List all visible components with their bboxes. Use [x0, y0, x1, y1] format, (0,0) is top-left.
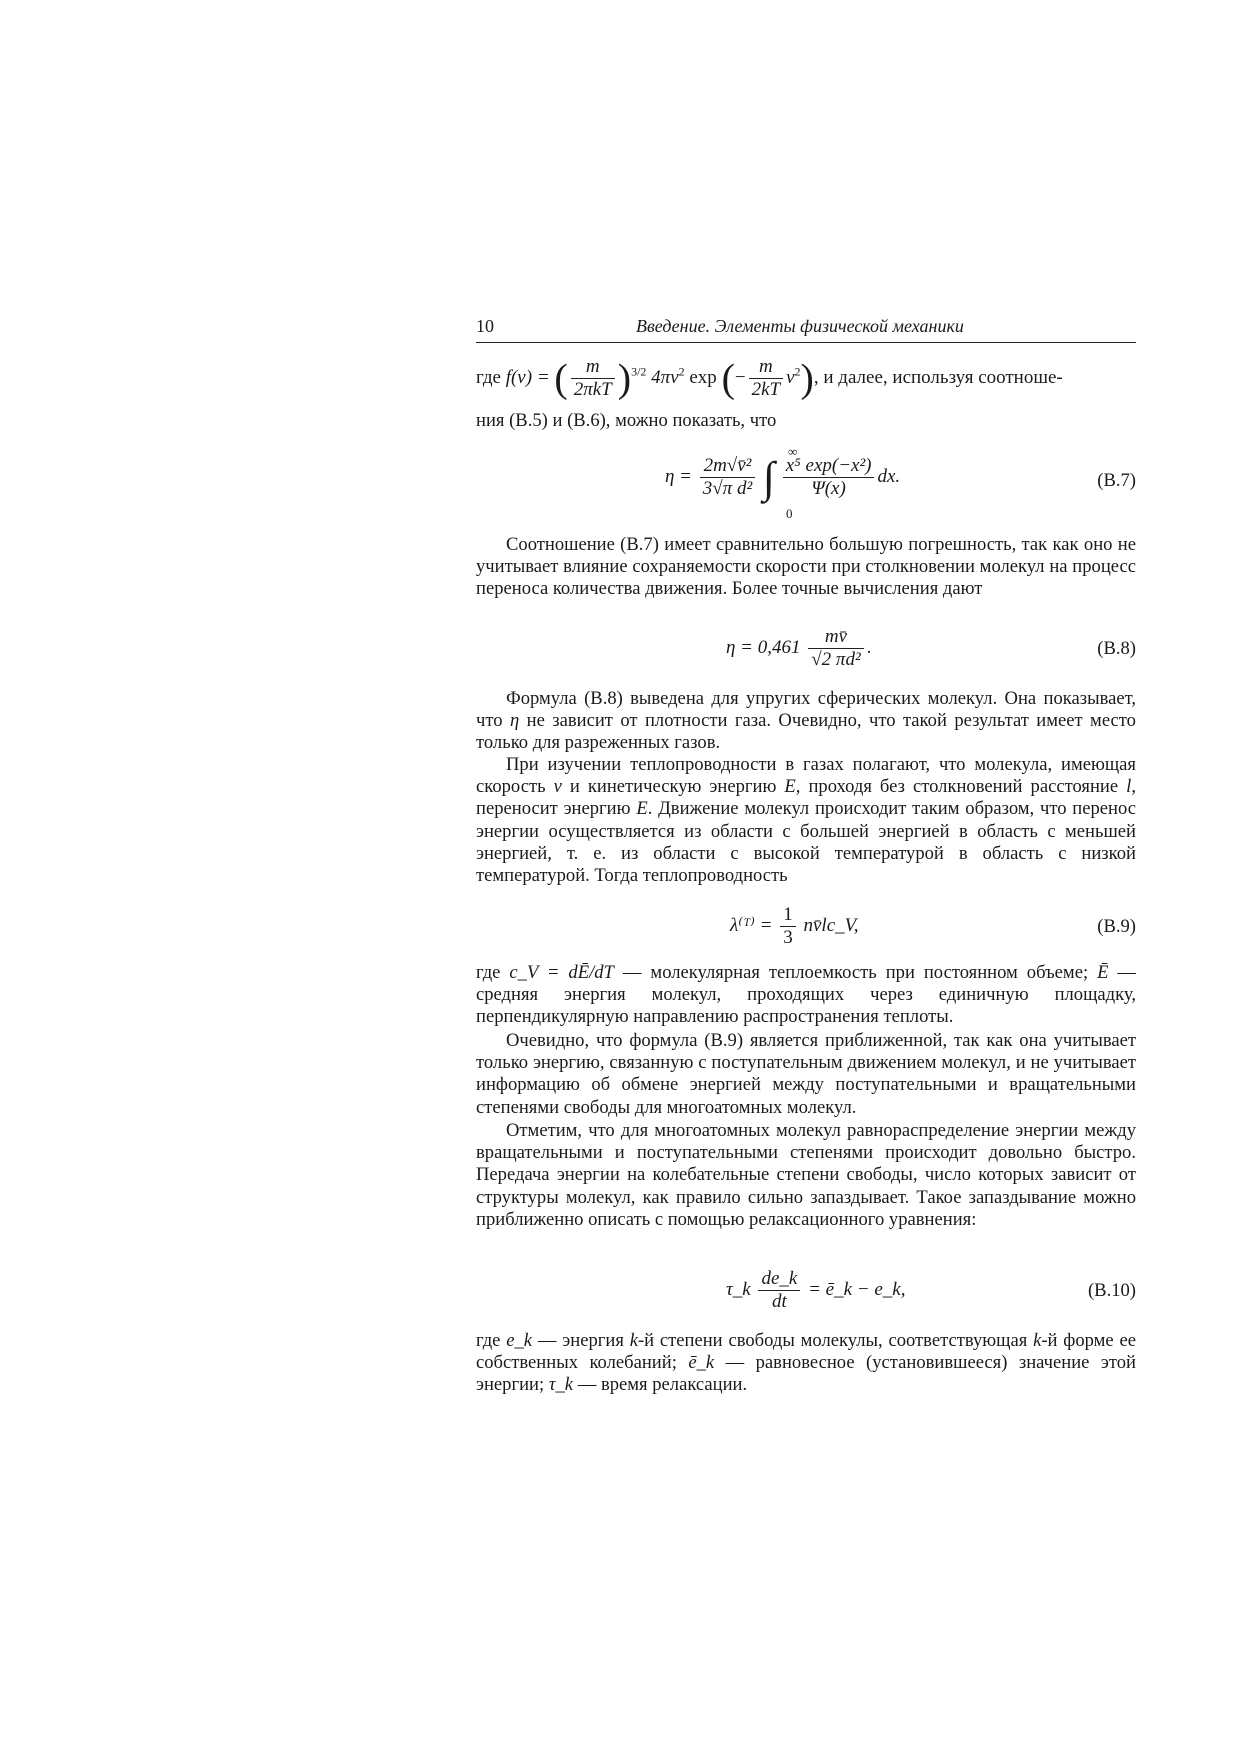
- text-fragment: не зависит от плотности газа. Очевидно, что такой результат имеет место только для разреженных газов.: [476, 710, 1136, 754]
- paragraph-6: Очевидно, что формула (В.9) является приближенной, так как она учитывает только энергию, связанную с поступательным движением молекул, и не учитывает информацию об обмене энергией между поступательными и вращательными степенями свободы для многоатомных молекул.: [476, 1030, 1136, 1118]
- exponent: 2: [678, 364, 685, 379]
- text-fragment: где: [476, 962, 501, 983]
- minus-sign: −: [734, 366, 746, 388]
- paren-right: ): [617, 355, 632, 401]
- frac-num: 2m√v̄²: [700, 455, 755, 478]
- frac-num: m: [749, 356, 784, 379]
- equation-b9: [730, 904, 859, 949]
- frac-den: 3√π d²: [702, 478, 753, 499]
- integral-upper-limit: ∞: [788, 444, 798, 459]
- math-E: E: [784, 776, 796, 798]
- paragraph-2: Соотношение (В.7) имеет сравнительно большую погрешность, так как оно не учитывает влияние сохраняемости скорости при столкновении молекул на процесс переноса количества движения. Более точные вычисления дают: [476, 534, 1136, 600]
- paragraph-1-line2: ния (В.5) и (В.6), можно показать, что: [476, 410, 777, 431]
- running-title: Введение. Элементы физической механики: [636, 316, 964, 336]
- paragraph-5: [476, 962, 1136, 1029]
- fraction: [780, 904, 796, 949]
- equation-number-b9: (В.9): [1097, 916, 1136, 937]
- text-fragment: — равновесное (установившееся) значение этой энергии;: [476, 1352, 1136, 1396]
- math-v: v: [786, 366, 795, 388]
- paren-left: (: [554, 355, 568, 401]
- text-fragment: — молекулярная теплоемкость при постоянном объеме;: [622, 962, 1089, 983]
- eq-lhs: τ_k: [726, 1278, 751, 1300]
- text-fragment: — средняя энергия молекул, проходящих через единичную площадку, перпендикулярную направлению распространения теплоты.: [476, 962, 1137, 1028]
- text-fragment: и кинетическую энергию: [569, 776, 777, 798]
- punct: .: [866, 636, 872, 658]
- equation-number-b10: (В.10): [1087, 1280, 1136, 1301]
- differential: dx.: [877, 465, 901, 487]
- paren-left: (: [721, 355, 735, 401]
- frac-den: 2kT: [751, 379, 781, 400]
- equation-b7: [665, 452, 900, 503]
- math-Ebar: Ē: [1097, 962, 1109, 983]
- text-fragment: -й степени свободы молекулы, соответствующая: [637, 1330, 1028, 1351]
- equation-number-b7: (В.7): [1097, 470, 1136, 491]
- text-fragment: , и далее, используя соотноше-: [813, 366, 1063, 388]
- equation-b10: [726, 1268, 905, 1313]
- math-eta: η: [509, 710, 520, 732]
- math-l: l: [1126, 776, 1132, 798]
- math-E: E: [636, 798, 648, 820]
- text-fragment: . Движение молекул происходит таким образом, что перенос энергии осуществляется из области с большей энергией в область с меньшей энергией, т. е. из области с высокой температурой в область с низкой температурой. Тогда теплопроводность: [476, 798, 1137, 887]
- frac-num: x⁵ exp(−x²): [783, 455, 875, 478]
- eq-rhs: nv̄lc_V,: [803, 914, 859, 936]
- equation-b8: [726, 626, 871, 671]
- page-number: 10: [476, 316, 494, 336]
- frac-den: √2 πd²: [811, 649, 861, 670]
- integral-sign: ∫: [762, 453, 775, 502]
- text-fragment: где: [476, 366, 501, 388]
- frac-den: dt: [772, 1291, 787, 1312]
- fv-definition-line: [476, 356, 1063, 401]
- math-k: k: [629, 1330, 638, 1351]
- exponent: 2: [794, 364, 801, 379]
- eq-lhs: η =: [665, 465, 692, 487]
- exponent: 3/2: [631, 364, 647, 379]
- frac-den: 2πkT: [573, 379, 612, 400]
- frac-num: m: [571, 356, 615, 379]
- paragraph-4: [476, 754, 1136, 887]
- eq-lhs: η = 0,461: [726, 636, 801, 658]
- math-body: 4πv: [651, 366, 679, 388]
- fraction: [808, 626, 863, 671]
- frac-num: mv̄: [808, 626, 863, 649]
- text-fragment: где: [476, 1330, 501, 1351]
- math-ek: e_k: [506, 1330, 533, 1351]
- frac-num: de_k: [758, 1268, 800, 1291]
- paragraph-7: Отметим, что для многоатомных молекул равнораспределение энергии между вращательными и поступательными степенями происходит довольно быстро. Передача энергии на колебательные степени свободы, число которых зависит от структуры молекул, как правило сильно запаздывает. Такое запаздывание можно приближенно описать с помощью релаксационного уравнения:: [476, 1120, 1136, 1230]
- frac-den: 3: [783, 927, 793, 948]
- math-k: k: [1033, 1330, 1042, 1351]
- text-fragment: При изучении теплопроводности в газах полагают, что молекула, имеющая скорость: [476, 754, 1136, 798]
- eq-rhs: = ē_k − e_k,: [808, 1278, 906, 1300]
- math-tauk: τ_k: [548, 1374, 574, 1396]
- math-v: v: [553, 776, 562, 798]
- text-fragment: -й форме ее собственных колебаний;: [476, 1330, 1136, 1374]
- paragraph-3: [476, 688, 1136, 755]
- math-ebark: ē_k: [688, 1352, 715, 1374]
- text-fragment: — энергия: [537, 1330, 624, 1351]
- frac-den: Ψ(x): [811, 478, 846, 499]
- paren-right: ): [800, 355, 814, 401]
- paragraph-8: [476, 1330, 1136, 1397]
- text-fragment: , проходя без столкновений расстояние: [795, 776, 1119, 798]
- fraction: [758, 1268, 800, 1313]
- exp-word: exp: [689, 366, 717, 388]
- text-fragment: , переносит энергию: [476, 776, 1136, 820]
- text-fragment: — время релаксации.: [577, 1374, 748, 1396]
- math-fv: f(v) =: [505, 366, 550, 388]
- fraction: [700, 455, 755, 500]
- math-cv: c_V = dĒ/dT: [509, 962, 614, 983]
- equation-number-b8: (В.8): [1097, 638, 1136, 659]
- running-header: [476, 316, 1136, 343]
- frac-num: 1: [780, 904, 796, 927]
- integral-lower-limit: 0: [786, 506, 793, 521]
- text-fragment: Формула (В.8) выведена для упругих сферических молекул. Она показывает, что: [476, 688, 1136, 732]
- eq-lhs: λ⁽ᵀ⁾ =: [730, 914, 773, 936]
- fraction: [571, 356, 615, 401]
- fraction: [783, 455, 875, 500]
- fraction: [749, 356, 784, 401]
